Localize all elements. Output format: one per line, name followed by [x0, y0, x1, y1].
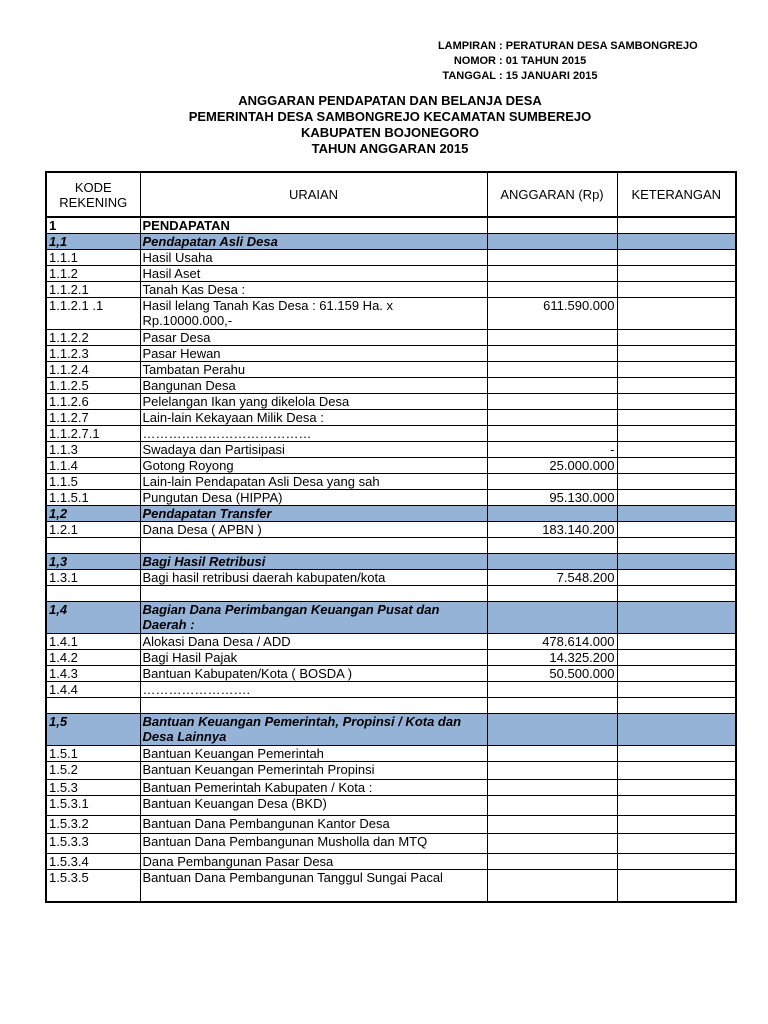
table-row	[46, 666, 736, 682]
cell-anggaran: -	[487, 442, 617, 458]
cell-uraian: Bagi hasil retribusi daerah kabupaten/kota	[140, 570, 487, 586]
cell-kode: 1.4.1	[46, 634, 140, 650]
cell-keterangan	[617, 234, 736, 250]
cell-anggaran	[487, 682, 617, 698]
cell-anggaran: 183.140.200	[487, 522, 617, 538]
cell-uraian: Alokasi Dana Desa / ADD	[140, 634, 487, 650]
table-row	[46, 234, 736, 250]
cell-uraian: Tanah Kas Desa :	[140, 282, 487, 298]
cell-kode: 1,4	[46, 602, 140, 634]
cell-uraian: …………………………………	[140, 426, 487, 442]
cell-keterangan	[617, 474, 736, 490]
cell-anggaran	[487, 506, 617, 522]
cell-keterangan	[617, 682, 736, 698]
cell-keterangan	[617, 650, 736, 666]
cell-keterangan	[617, 538, 736, 554]
table-row	[46, 714, 736, 746]
cell-keterangan	[617, 442, 736, 458]
cell-uraian	[140, 586, 487, 602]
cell-uraian: Gotong Royong	[140, 458, 487, 474]
cell-anggaran: 50.500.000	[487, 666, 617, 682]
cell-anggaran: 611.590.000	[487, 298, 617, 330]
cell-uraian: Hasil Usaha	[140, 250, 487, 266]
nomor-value: 01 TAHUN 2015	[505, 55, 587, 67]
cell-uraian: Bantuan Kabupaten/Kota ( BOSDA )	[140, 666, 487, 682]
cell-anggaran	[487, 602, 617, 634]
cell-uraian: PENDAPATAN	[140, 217, 487, 234]
cell-anggaran	[487, 282, 617, 298]
cell-kode: 1.1.2.4	[46, 362, 140, 378]
cell-kode: 1.1.2.7.1	[46, 426, 140, 442]
cell-kode: 1,3	[46, 554, 140, 570]
table-row	[46, 378, 736, 394]
cell-uraian	[140, 538, 487, 554]
cell-uraian: Bantuan Keuangan Pemerintah	[140, 746, 487, 762]
table-row	[46, 586, 736, 602]
cell-anggaran	[487, 554, 617, 570]
cell-keterangan	[617, 554, 736, 570]
cell-anggaran	[487, 378, 617, 394]
cell-kode	[46, 698, 140, 714]
cell-keterangan	[617, 506, 736, 522]
cell-anggaran	[487, 217, 617, 234]
cell-uraian: Lain-lain Pendapatan Asli Desa yang sah	[140, 474, 487, 490]
cell-kode: 1.5.3.1	[46, 796, 140, 816]
cell-anggaran	[487, 834, 617, 854]
title-line: KABUPATEN BOJONEGORO	[301, 125, 479, 140]
table-row	[46, 816, 736, 834]
table-row	[46, 682, 736, 698]
cell-kode: 1.1.2.1 .1	[46, 298, 140, 330]
table-row	[46, 854, 736, 870]
cell-keterangan	[617, 458, 736, 474]
cell-anggaran: 95.130.000	[487, 490, 617, 506]
table-row	[46, 570, 736, 586]
cell-anggaran	[487, 474, 617, 490]
table-row	[46, 602, 736, 634]
cell-kode: 1.5.3.4	[46, 854, 140, 870]
cell-uraian: Swadaya dan Partisipasi	[140, 442, 487, 458]
cell-anggaran	[487, 870, 617, 902]
table-row	[46, 217, 736, 234]
cell-kode: 1.5.1	[46, 746, 140, 762]
table-row	[46, 426, 736, 442]
cell-keterangan	[617, 394, 736, 410]
cell-keterangan	[617, 780, 736, 796]
table-row	[46, 746, 736, 762]
cell-keterangan	[617, 362, 736, 378]
cell-anggaran	[487, 250, 617, 266]
cell-uraian: Pasar Desa	[140, 330, 487, 346]
cell-anggaran	[487, 410, 617, 426]
cell-kode: 1,5	[46, 714, 140, 746]
cell-uraian	[140, 698, 487, 714]
cell-keterangan	[617, 854, 736, 870]
cell-keterangan	[617, 298, 736, 330]
cell-kode: 1.1.1	[46, 250, 140, 266]
cell-uraian: …………………….	[140, 682, 487, 698]
lampiran-label: LAMPIRAN	[437, 40, 496, 52]
cell-uraian: Bagi Hasil Pajak	[140, 650, 487, 666]
cell-kode: 1.5.3.3	[46, 834, 140, 854]
cell-keterangan	[617, 762, 736, 780]
cell-kode: 1,2	[46, 506, 140, 522]
cell-uraian: Dana Desa ( APBN )	[140, 522, 487, 538]
table-row	[46, 442, 736, 458]
cell-uraian: Lain-lain Kekayaan Milik Desa :	[140, 410, 487, 426]
cell-keterangan	[617, 816, 736, 834]
cell-uraian: Pendapatan Asli Desa	[140, 234, 487, 250]
cell-anggaran	[487, 816, 617, 834]
table-row	[46, 538, 736, 554]
table-row	[46, 346, 736, 362]
table-row	[46, 796, 736, 816]
cell-kode: 1,1	[46, 234, 140, 250]
document-title	[45, 93, 735, 157]
cell-keterangan	[617, 490, 736, 506]
table-row	[46, 282, 736, 298]
cell-uraian: Pendapatan Transfer	[140, 506, 487, 522]
cell-uraian: Bantuan Keuangan Pemerintah, Propinsi / Kota dan Desa Lainnya	[140, 714, 487, 746]
attachment-info	[418, 39, 698, 84]
cell-kode	[46, 538, 140, 554]
lampiran-line: LAMPIRAN : PERATURAN DESA SAMBONGREJO	[418, 39, 698, 54]
cell-keterangan	[617, 870, 736, 902]
cell-keterangan	[617, 698, 736, 714]
budget-table	[45, 171, 737, 903]
cell-anggaran	[487, 330, 617, 346]
cell-anggaran	[487, 762, 617, 780]
cell-anggaran	[487, 780, 617, 796]
cell-keterangan	[617, 746, 736, 762]
cell-keterangan	[617, 378, 736, 394]
cell-kode: 1.1.3	[46, 442, 140, 458]
cell-anggaran	[487, 796, 617, 816]
cell-keterangan	[617, 834, 736, 854]
cell-anggaran	[487, 854, 617, 870]
cell-uraian: Bagi Hasil Retribusi	[140, 554, 487, 570]
cell-keterangan	[617, 666, 736, 682]
cell-kode: 1.5.3.5	[46, 870, 140, 902]
title-line: TAHUN ANGGARAN 2015	[311, 141, 469, 156]
cell-kode: 1.1.2.7	[46, 410, 140, 426]
table-row	[46, 394, 736, 410]
cell-uraian: Bantuan Dana Pembangunan Kantor Desa	[140, 816, 487, 834]
cell-kode: 1.1.2.2	[46, 330, 140, 346]
cell-uraian: Bagian Dana Perimbangan Keuangan Pusat dan Daerah :	[140, 602, 487, 634]
cell-keterangan	[617, 217, 736, 234]
lampiran-value: PERATURAN DESA SAMBONGREJO	[505, 40, 698, 52]
cell-keterangan	[617, 522, 736, 538]
table-row	[46, 554, 736, 570]
table-header-row	[46, 172, 736, 217]
cell-anggaran: 7.548.200	[487, 570, 617, 586]
cell-uraian: Bantuan Dana Pembangunan Tanggul Sungai Pacal	[140, 870, 487, 902]
cell-kode: 1.2.1	[46, 522, 140, 538]
table-row	[46, 250, 736, 266]
cell-kode: 1.1.2.3	[46, 346, 140, 362]
cell-keterangan	[617, 266, 736, 282]
cell-anggaran: 25.000.000	[487, 458, 617, 474]
table-row	[46, 490, 736, 506]
tanggal-label: TANGGAL	[442, 70, 496, 82]
cell-keterangan	[617, 250, 736, 266]
title-line: ANGGARAN PENDAPATAN DAN BELANJA DESA	[238, 93, 542, 108]
table-row	[46, 762, 736, 780]
cell-uraian: Dana Pembangunan Pasar Desa	[140, 854, 487, 870]
nomor-line: NOMOR : 01 TAHUN 2015	[418, 54, 698, 69]
table-row	[46, 266, 736, 282]
cell-kode	[46, 586, 140, 602]
cell-anggaran	[487, 714, 617, 746]
cell-keterangan	[617, 586, 736, 602]
cell-anggaran	[487, 538, 617, 554]
col-header-uraian: URAIAN	[140, 172, 487, 217]
cell-keterangan	[617, 602, 736, 634]
cell-uraian: Bantuan Keuangan Desa (BKD)	[140, 796, 487, 816]
cell-anggaran	[487, 586, 617, 602]
cell-kode: 1.1.4	[46, 458, 140, 474]
tanggal-line: TANGGAL : 15 JANUARI 2015	[418, 69, 698, 84]
cell-anggaran	[487, 394, 617, 410]
cell-anggaran	[487, 346, 617, 362]
cell-keterangan	[617, 796, 736, 816]
cell-kode: 1.1.2.1	[46, 282, 140, 298]
cell-keterangan	[617, 282, 736, 298]
table-row	[46, 362, 736, 378]
table-row	[46, 698, 736, 714]
table-row	[46, 506, 736, 522]
cell-kode: 1.1.5.1	[46, 490, 140, 506]
cell-kode: 1.1.2.6	[46, 394, 140, 410]
cell-uraian: Bangunan Desa	[140, 378, 487, 394]
table-row	[46, 634, 736, 650]
cell-uraian: Bantuan Keuangan Pemerintah Propinsi	[140, 762, 487, 780]
cell-kode: 1.5.3	[46, 780, 140, 796]
cell-kode: 1	[46, 217, 140, 234]
cell-keterangan	[617, 410, 736, 426]
cell-uraian: Bantuan Dana Pembangunan Musholla dan MTQ	[140, 834, 487, 854]
tanggal-value: 15 JANUARI 2015	[505, 70, 598, 82]
cell-anggaran: 478.614.000	[487, 634, 617, 650]
nomor-label: NOMOR	[453, 55, 496, 67]
cell-keterangan	[617, 714, 736, 746]
cell-keterangan	[617, 570, 736, 586]
col-header-kode: KODE REKENING	[46, 172, 140, 217]
cell-anggaran	[487, 362, 617, 378]
table-row	[46, 410, 736, 426]
table-row	[46, 650, 736, 666]
cell-uraian: Pungutan Desa (HIPPA)	[140, 490, 487, 506]
cell-uraian: Pelelangan Ikan yang dikelola Desa	[140, 394, 487, 410]
cell-kode: 1.5.3.2	[46, 816, 140, 834]
cell-kode: 1.1.2.5	[46, 378, 140, 394]
table-row	[46, 474, 736, 490]
col-header-anggaran: ANGGARAN (Rp)	[487, 172, 617, 217]
cell-kode: 1.4.3	[46, 666, 140, 682]
cell-kode: 1.4.4	[46, 682, 140, 698]
cell-anggaran	[487, 266, 617, 282]
cell-uraian: Hasil lelang Tanah Kas Desa : 61.159 Ha. x Rp.10000.000,-	[140, 298, 487, 330]
cell-uraian: Tambatan Perahu	[140, 362, 487, 378]
table-row	[46, 330, 736, 346]
cell-anggaran	[487, 698, 617, 714]
cell-anggaran: 14.325.200	[487, 650, 617, 666]
cell-kode: 1.5.2	[46, 762, 140, 780]
table-row	[46, 834, 736, 854]
cell-uraian: Hasil Aset	[140, 266, 487, 282]
col-header-keterangan: KETERANGAN	[617, 172, 736, 217]
cell-kode: 1.1.5	[46, 474, 140, 490]
cell-kode: 1.4.2	[46, 650, 140, 666]
table-row	[46, 522, 736, 538]
title-line: PEMERINTAH DESA SAMBONGREJO KECAMATAN SUMBEREJO	[188, 109, 592, 124]
cell-keterangan	[617, 634, 736, 650]
cell-anggaran	[487, 746, 617, 762]
table-row	[46, 780, 736, 796]
cell-keterangan	[617, 330, 736, 346]
cell-uraian: Pasar Hewan	[140, 346, 487, 362]
table-row	[46, 458, 736, 474]
cell-kode: 1.1.2	[46, 266, 140, 282]
cell-anggaran	[487, 426, 617, 442]
cell-kode: 1.3.1	[46, 570, 140, 586]
cell-uraian: Bantuan Pemerintah Kabupaten / Kota :	[140, 780, 487, 796]
table-row	[46, 870, 736, 902]
cell-anggaran	[487, 234, 617, 250]
cell-keterangan	[617, 346, 736, 362]
table-row	[46, 298, 736, 330]
cell-keterangan	[617, 426, 736, 442]
